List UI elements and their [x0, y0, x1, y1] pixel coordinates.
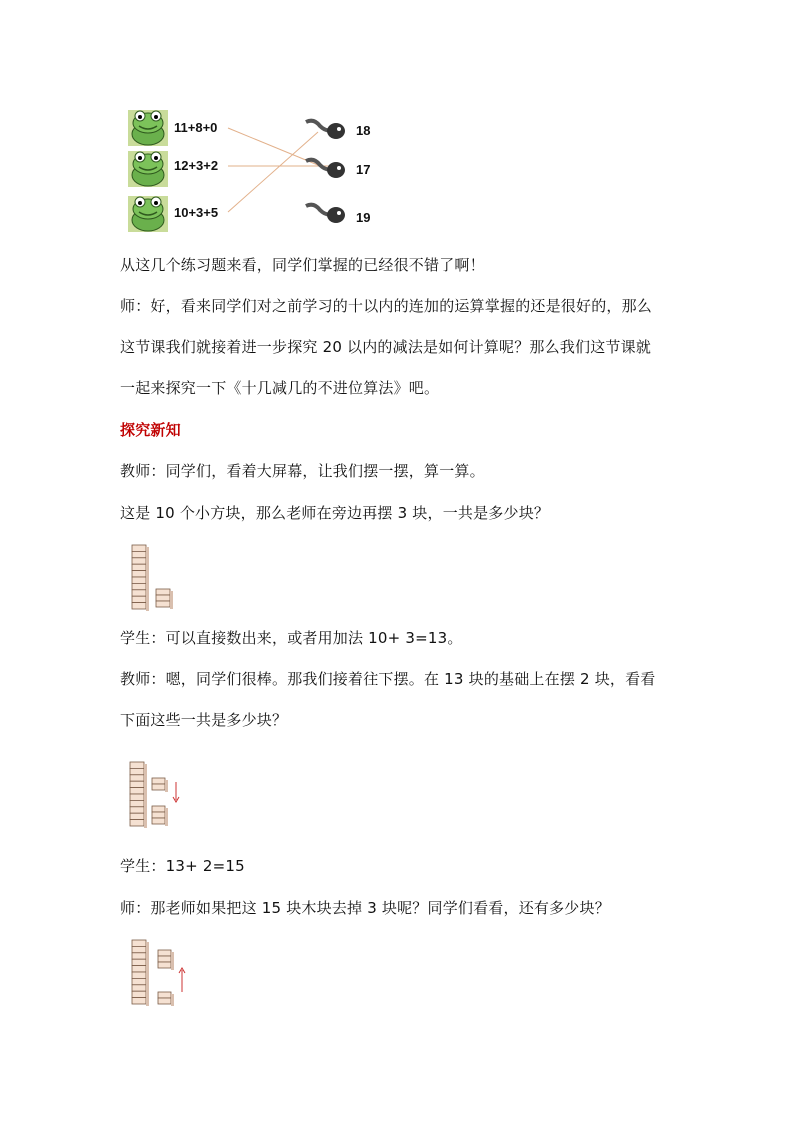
- block-side: [170, 591, 173, 609]
- block: [132, 972, 146, 978]
- block: [156, 595, 170, 601]
- block-side: [171, 994, 174, 1006]
- blocks-figure-13-plus-2: [128, 760, 188, 828]
- block: [132, 603, 146, 609]
- block: [130, 794, 144, 800]
- block: [132, 590, 146, 596]
- block: [130, 781, 144, 787]
- block: [132, 978, 146, 984]
- block: [132, 946, 146, 952]
- block: [130, 800, 144, 806]
- expression-3: 10+3+5: [174, 205, 219, 220]
- block: [132, 551, 146, 557]
- answer-2: 17: [356, 162, 371, 177]
- text-line: 教师：同学们，看着大屏幕，让我们摆一摆，算一算。: [120, 462, 485, 480]
- block: [156, 589, 170, 595]
- block-side: [165, 780, 168, 792]
- text-line: 从这几个练习题来看，同学们掌握的已经很不错了啊！: [120, 256, 485, 274]
- expression-1: 11+8+0: [174, 120, 218, 135]
- block: [132, 991, 146, 997]
- text-line: 师：那老师如果把这 15 块木块去掉 3 块呢？同学们看看，还有多少块？: [120, 899, 610, 917]
- block: [158, 998, 171, 1004]
- block: [130, 788, 144, 794]
- matching-lines: [0, 0, 794, 260]
- block: [152, 778, 165, 784]
- blocks-figure-15-minus-3: [130, 938, 190, 1006]
- tadpole-icon: [304, 116, 346, 142]
- block: [130, 768, 144, 774]
- block: [158, 962, 171, 968]
- block: [158, 950, 171, 956]
- block: [132, 985, 146, 991]
- block: [130, 820, 144, 826]
- block-side: [146, 547, 149, 611]
- block: [130, 762, 144, 768]
- text-line: 学生：可以直接数出来，或者用加法 10+ 3=13。: [120, 629, 463, 647]
- tadpole-icon: [304, 200, 346, 226]
- text-line: 这节课我们就接着进一步探究 20 以内的减法是如何计算呢？那么我们这节课就: [120, 338, 652, 356]
- block: [130, 813, 144, 819]
- block: [156, 601, 170, 607]
- block: [132, 966, 146, 972]
- block: [130, 807, 144, 813]
- block: [132, 558, 146, 564]
- block: [132, 577, 146, 583]
- block: [158, 992, 171, 998]
- text-line: 教师：嗯，同学们很棒。那我们接着往下摆。在 13 块的基础上在摆 2 块，看看: [120, 670, 656, 688]
- block: [158, 956, 171, 962]
- block: [132, 940, 146, 946]
- block: [152, 806, 165, 812]
- tadpole-icon: [304, 155, 346, 181]
- section-heading: 探究新知: [120, 421, 181, 439]
- expression-2: 12+3+2: [174, 158, 219, 173]
- block: [132, 545, 146, 551]
- block: [132, 564, 146, 570]
- answer-1: 18: [356, 123, 371, 138]
- text-line: 下面这些一共是多少块？: [120, 711, 288, 729]
- block: [152, 784, 165, 790]
- text-line: 师：好，看来同学们对之前学习的十以内的连加的运算掌握的还是很好的，那么: [120, 297, 653, 315]
- block: [132, 571, 146, 577]
- text-line: 一起来探究一下《十几减几的不进位算法》吧。: [120, 379, 440, 397]
- block: [132, 998, 146, 1004]
- block: [152, 818, 165, 824]
- block-side: [171, 952, 174, 970]
- block-side: [144, 764, 147, 828]
- block: [152, 812, 165, 818]
- block-side: [165, 808, 168, 826]
- text-line: 学生：13+ 2=15: [120, 857, 245, 875]
- blocks-figure-10-plus-3: [130, 543, 180, 611]
- block: [132, 583, 146, 589]
- block: [130, 775, 144, 781]
- answer-3: 19: [356, 210, 371, 225]
- text-line: 这是 10 个小方块，那么老师在旁边再摆 3 块，一共是多少块？: [120, 504, 550, 522]
- block: [132, 596, 146, 602]
- block: [132, 953, 146, 959]
- block: [132, 959, 146, 965]
- block-side: [146, 942, 149, 1006]
